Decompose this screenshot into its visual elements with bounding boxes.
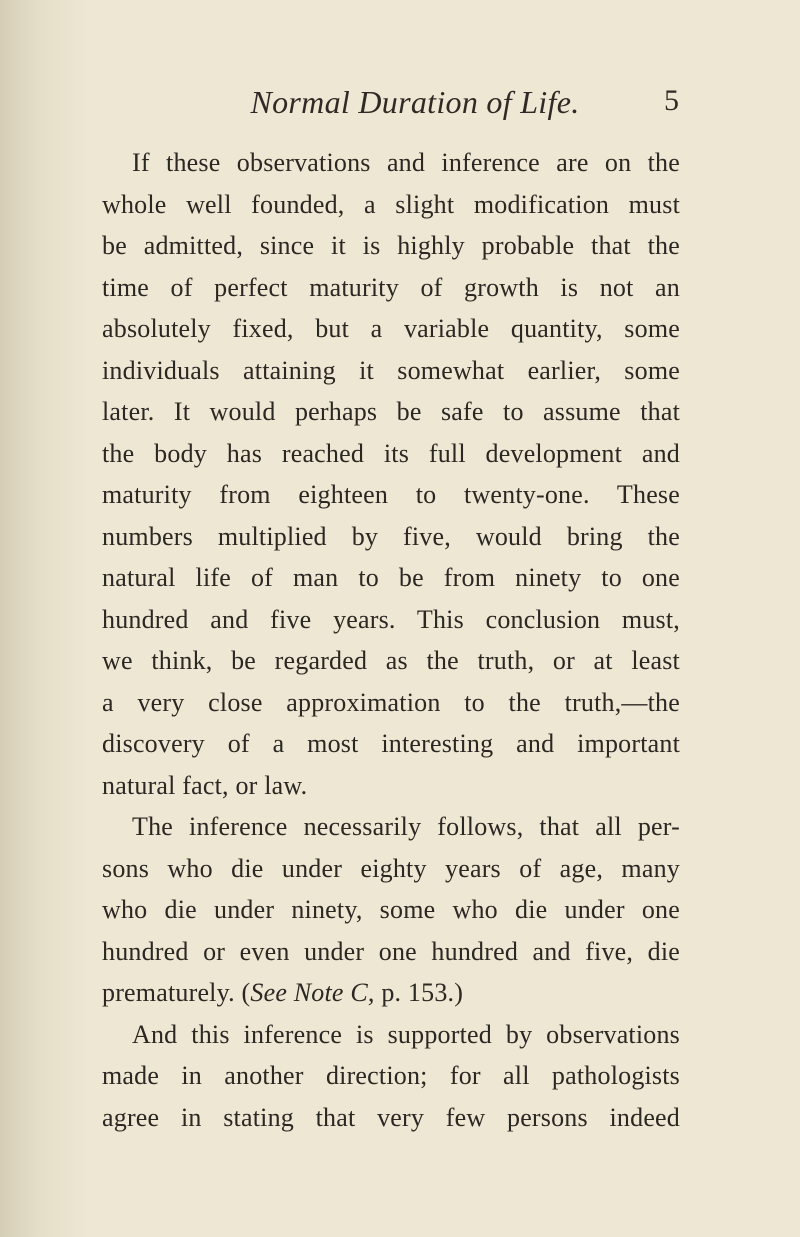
text-line: natural fact, or law. <box>102 770 308 800</box>
text-line: discovery of a most interesting and important <box>102 729 680 758</box>
text-line: individuals attaining it somewhat earlier, some <box>102 355 680 385</box>
text-line: numbers multiplied by five, would bring the <box>102 521 680 551</box>
text-line: who die under ninety, some who die under one <box>102 895 680 924</box>
text-line-with-note-reference <box>102 972 680 1014</box>
text-line: time of perfect maturity of growth is not an <box>102 272 680 302</box>
page-number: 5 <box>664 84 679 117</box>
text-line: hundred or even under one hundred and five, die <box>102 936 680 966</box>
text-line: If these observations and inference are on the <box>132 148 680 177</box>
body-text <box>102 142 680 1138</box>
running-head: Normal Duration of Life. <box>250 84 580 120</box>
text-line: hundred and five years. This conclusion must, <box>102 604 680 634</box>
text-line: made in another direction; for all pathologists <box>102 1061 680 1090</box>
note-reference: See Note C, <box>250 978 375 1007</box>
text-fragment: p. 153.) <box>374 978 464 1007</box>
text-line: absolutely fixed, but a variable quantity, some <box>102 314 680 343</box>
text-line: And this inference is supported by observations <box>132 1019 680 1049</box>
text-line: whole well founded, a slight modification must <box>102 189 680 219</box>
text-line: a very close approximation to the truth,—the <box>102 687 680 717</box>
text-fragment: prematurely. ( <box>102 978 251 1007</box>
text-line: agree in stating that very few persons indeed <box>102 1102 680 1132</box>
text-line: we think, be regarded as the truth, or at least <box>102 646 680 675</box>
text-line: The inference necessarily follows, that all per- <box>132 812 680 841</box>
text-line: sons who die under eighty years of age, many <box>102 853 680 883</box>
text-line: natural life of man to be from ninety to one <box>102 563 680 592</box>
text-line: be admitted, since it is highly probable that the <box>102 231 680 260</box>
text-line: maturity from eighteen to twenty-one. These <box>102 480 680 509</box>
text-line: the body has reached its full development and <box>102 438 680 468</box>
text-line: later. It would perhaps be safe to assume that <box>102 397 680 426</box>
